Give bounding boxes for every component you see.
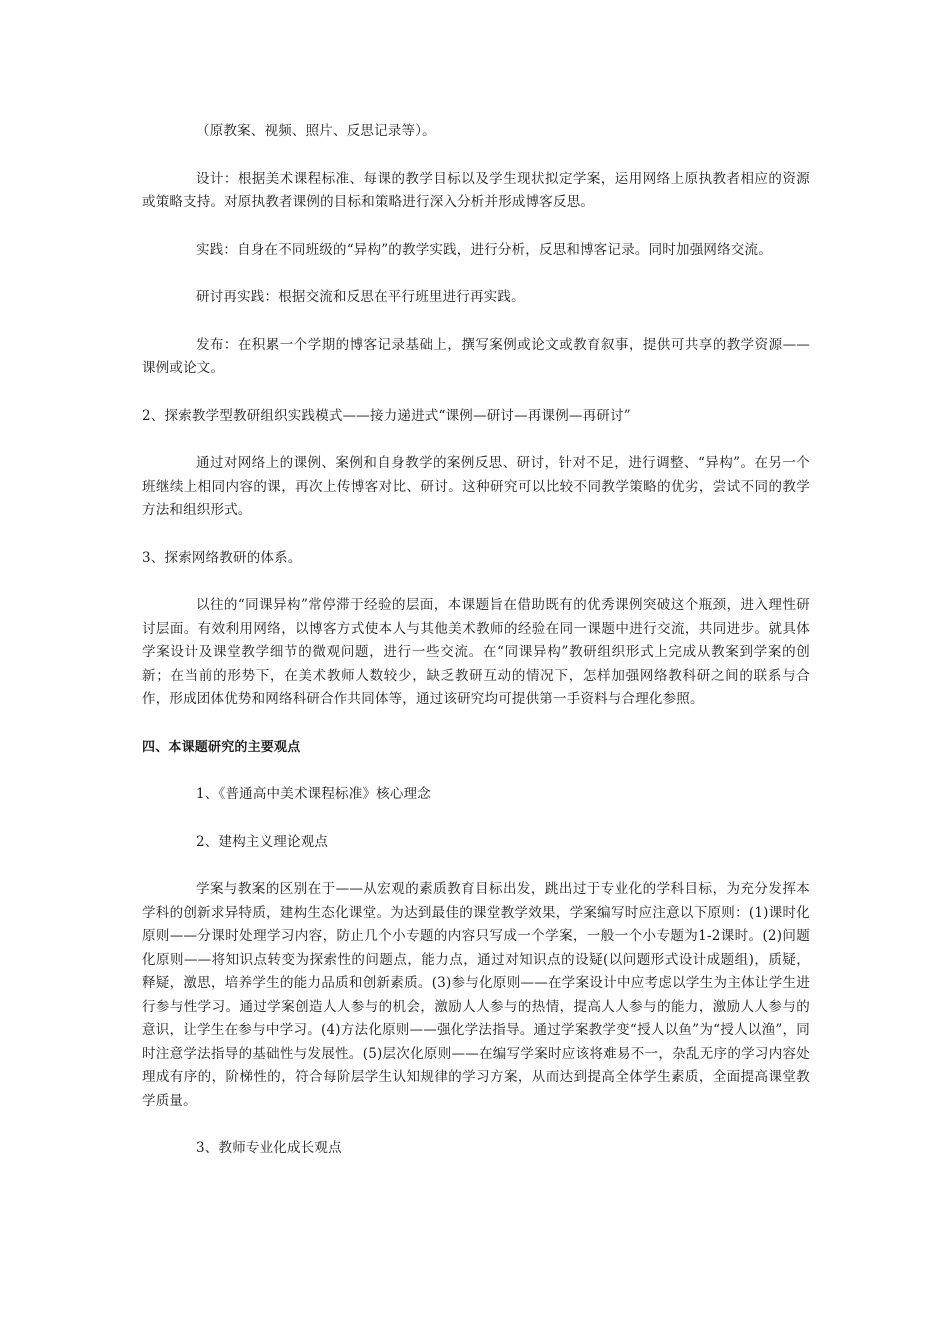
paragraph-learning-plan: 学案与教案的区别在于——从宏观的素质教育目标出发，跳出过于专业化的学科目标，为充分发挥本学科的创新求异特质，建构生态化课堂。为达到最佳的课堂教学效果，学案编写时应注意以下原则：(1)课时化原则——分课时处理学习内容，防止几个小专题的内容只写成一个学案，一般一个小专题为1-2课时。(2)问题化原则——将知识点转变为探索性的问题点，能力点，通过对知识点的设疑(以问题形式设计成题组)，质疑，释疑，激思，培养学生的能力品质和创新素质。(3)参与化原则——在学案设计中应考虑以学生为主体让学生进行参与性学习。通过学案创造人人参与的机会，激励人人参与的热情，提高人人参与的能力，激励人人参与的意识，让学生在参与中学习。(4)方法化原则——强化学法指导。通过学案教学变“授人以鱼”为“授人以渔”，同时注意学法指导的基础性与发展性。(5)层次化原则——在编写学案时应该将难易不一，杂乱无序的学习内容处理成有序的，阶梯性的，符合每阶层学生认知规律的学习方案，从而达到提高全体学生素质，全面提高课堂教学质量。 xyxy=(142,881,810,1109)
paragraph-design: 设计：根据美术课程标准、每课的教学目标以及学生现状拟定学案，运用网络上原执教者相应的资源或策略支持。对原执教者课例的目标和策略进行深入分析并形成博客反思。 xyxy=(142,170,810,210)
paragraph-relay-model: 通过对网络上的课例、案例和自身教学的案例反思、研讨，针对不足，进行调整、“异构”。在另一个班继续上相同内容的课，再次上传博客对比、研讨。这种研究可以比较不同教学策略的优劣，尝试不同的教学方法和组织形式。 xyxy=(142,455,810,518)
viewpoint-item-2: 2、建构主义理论观点 xyxy=(196,833,329,850)
paragraph-materials: （原教案、视频、照片、反思记录等）。 xyxy=(196,123,436,139)
viewpoint-item-3: 3、教师专业化成长观点 xyxy=(196,1140,342,1156)
section-heading-4: 四、本课题研究的主要观点 xyxy=(142,739,301,755)
paragraph-re-practice: 研讨再实践：根据交流和反思在平行班里进行再实践。 xyxy=(196,289,525,305)
viewpoint-item-1: 1、《普通高中美术课程标准》核心理念 xyxy=(196,786,431,802)
section-item-2: 2、探索教学型教研组织实践模式——接力递进式“课例—研讨—再课例—再研讨” xyxy=(142,407,631,424)
paragraph-practice: 实践：自身在不同班级的“异构”的教学实践，进行分析，反思和博客记录。同时加强网络交流。 xyxy=(196,241,772,258)
paragraph-publish: 发布：在积累一个学期的博客记录基础上，撰写案例或论文或教育叙事，提供可共享的教学资源——课例或论文。 xyxy=(142,336,810,376)
paragraph-network-research: 以往的“同课异构”常停滞于经验的层面，本课题旨在借助既有的优秀课例突破这个瓶颈，进入理性研讨层面。有效利用网络，以博客方式使本人与其他美术教师的经验在同一课题中进行交流，共同进步。就具体学案设计及课堂教学细节的微观问题，进行一些交流。在“同课异构”教研组织形式上完成从教案到学案的创新；在当前的形势下，在美术教师人数较少，缺乏教研互动的情况下，怎样加强网络教科研之间的联系与合作，形成团体优势和网络科研合作共同体等，通过该研究均可提供第一手资料与合理化参照。 xyxy=(142,597,810,707)
section-item-3: 3、探索网络教研的体系。 xyxy=(142,549,302,566)
document-page xyxy=(142,120,810,1161)
